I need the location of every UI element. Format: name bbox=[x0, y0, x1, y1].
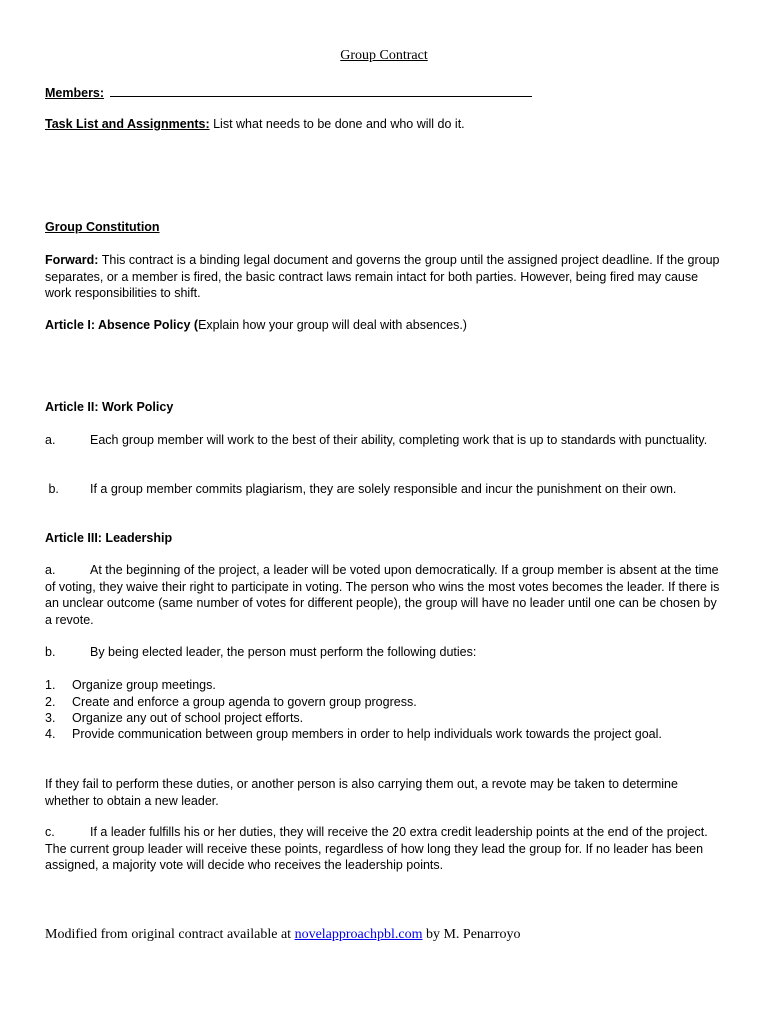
article-3-heading: Article III: Leadership bbox=[45, 531, 173, 545]
article-1-paragraph bbox=[45, 317, 725, 334]
members-blank bbox=[110, 83, 532, 97]
article-2-heading: Article II: Work Policy bbox=[45, 400, 174, 414]
footer-credit bbox=[45, 926, 725, 943]
revote-paragraph: If they fail to perform these duties, or another person is also carrying them out, a revote may be taken to determine whether to obtain a new leader. bbox=[45, 777, 678, 808]
article-2-item-b bbox=[45, 481, 725, 498]
duty-list-item bbox=[45, 710, 725, 727]
article-3-item-c bbox=[45, 824, 725, 874]
duty-text: Provide communication between group members in order to help individuals work towards the project goal. bbox=[72, 727, 662, 741]
task-list-text: List what needs to be done and who will do it. bbox=[209, 117, 465, 131]
task-list-label: Task List and Assignments: bbox=[45, 117, 210, 131]
forward-paragraph bbox=[45, 252, 725, 302]
article-1-label: Article I: Absence Policy ( bbox=[45, 318, 199, 332]
article-3-b-text: By being elected leader, the person must perform the following duties: bbox=[90, 645, 477, 659]
footer-prefix: Modified from original contract available at bbox=[45, 927, 295, 942]
members-label: Members: bbox=[45, 86, 105, 100]
footer-suffix: by M. Penarroyo bbox=[422, 927, 521, 942]
article-2-b-text: If a group member commits plagiarism, they are solely responsible and incur the punishment on their own. bbox=[90, 482, 677, 496]
article-3-b-marker: b. bbox=[45, 645, 56, 659]
duty-text: Organize group meetings. bbox=[72, 678, 216, 692]
article-1-text: Explain how your group will deal with absences.) bbox=[198, 318, 467, 332]
article-3-c-marker: c. bbox=[45, 825, 55, 839]
members-line bbox=[45, 83, 725, 102]
forward-label: Forward: bbox=[45, 253, 99, 267]
article-2-a-marker: a. bbox=[45, 433, 56, 447]
article-3-a-text: At the beginning of the project, a leader will be voted upon democratically. If a group member is absent at the time of voting, they waive their right to participate in voting. The person who wins the most votes becomes the leader. If there is an unclear outcome (same number of votes for different people), the group will have no leader until one can be chosen by a revote. bbox=[45, 563, 720, 627]
duty-list-item bbox=[45, 677, 725, 694]
duty-list-item bbox=[45, 694, 725, 711]
article-2-a-text: Each group member will work to the best of their ability, completing work that is up to standards with punctuality. bbox=[90, 433, 708, 447]
duty-number: 3. bbox=[45, 711, 56, 725]
duty-text: Organize any out of school project efforts. bbox=[72, 711, 304, 725]
article-2-item-a bbox=[45, 432, 725, 449]
duty-list-item bbox=[45, 726, 725, 743]
duty-number: 1. bbox=[45, 678, 56, 692]
article-3-a-marker: a. bbox=[45, 563, 56, 577]
task-list-paragraph bbox=[45, 116, 725, 133]
constitution-heading: Group Constitution bbox=[45, 220, 160, 234]
source-link[interactable]: novelapproachpbl.com bbox=[294, 927, 423, 942]
forward-text: This contract is a binding legal document and governs the group until the assigned project deadline. If the group separates, or a member is fired, the basic contract laws remain intact for both parties. However, being fired may cause work responsibilities to shift. bbox=[45, 253, 720, 301]
duty-number: 4. bbox=[45, 727, 56, 741]
article-2-b-marker: b. bbox=[45, 482, 59, 496]
document-title: Group Contract bbox=[340, 48, 428, 63]
duty-text: Create and enforce a group agenda to govern group progress. bbox=[72, 695, 417, 709]
article-3-c-text: If a leader fulfills his or her duties, they will receive the 20 extra credit leadership points at the end of the project. The current group leader will receive these points, regardless of how long they lead the group for. If no leader has been assigned, a majority vote will decide who receives the leadership points. bbox=[45, 825, 708, 873]
article-3-item-a bbox=[45, 562, 725, 628]
duty-number: 2. bbox=[45, 695, 56, 709]
article-3-item-b bbox=[45, 644, 725, 661]
